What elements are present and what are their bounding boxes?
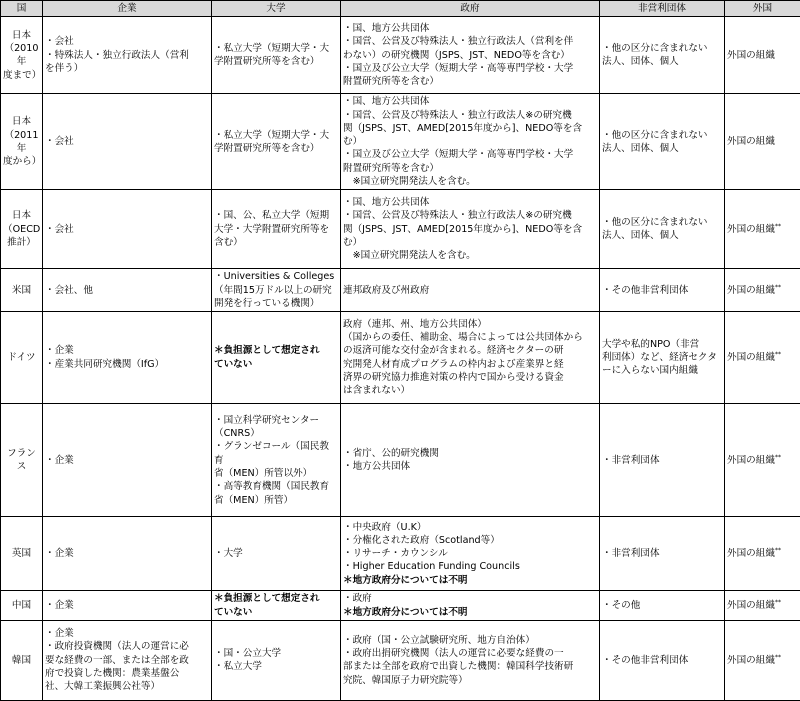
cell-foreign xyxy=(725,517,800,591)
university-line: 大学・大学附置研究所等を xyxy=(214,223,338,236)
table-row xyxy=(1,17,800,94)
university-line: 含む） xyxy=(214,236,338,249)
government-line: の返済可能な交付金が含まれる。経済セクターの研 xyxy=(343,344,597,357)
cell-university xyxy=(212,591,341,621)
country-line: フランス xyxy=(3,447,40,474)
cell-foreign xyxy=(725,591,800,621)
nonprofit-line: 利団体）など、経済セクタ xyxy=(602,351,722,364)
cell-government xyxy=(341,517,600,591)
cell-foreign xyxy=(725,94,800,190)
foreign-label: 外国の組織 xyxy=(727,136,775,147)
government-line: ・Higher Education Funding Councils xyxy=(343,560,597,573)
university-line: ・国、公、私立大学（短期 xyxy=(214,209,338,222)
government-line: 関（JSPS、JST、AMED[2015年度から]、NEDO等を含 xyxy=(343,122,597,135)
government-line: 附置研究所等を含む） xyxy=(343,75,597,88)
university-line: （CNRS） xyxy=(214,427,338,440)
nonprofit-line: 法人、団体、個人 xyxy=(602,142,722,155)
government-line: ・国、地方公共団体 xyxy=(343,95,597,108)
nonprofit-line: 法人、団体、個人 xyxy=(602,229,722,242)
footnote-mark: ** xyxy=(775,547,781,554)
foreign-label: 外国の組織 xyxy=(727,50,775,61)
footnote-mark: ** xyxy=(775,283,781,290)
government-line: ・国、地方公共団体 xyxy=(343,22,597,35)
country-line: （OECD xyxy=(3,223,40,236)
university-line: 学附置研究所等を含む） xyxy=(214,55,338,68)
cell-company xyxy=(43,312,212,404)
government-line: ・国立及び公立大学（短期大学・高等専門学校・大学 xyxy=(343,148,597,161)
government-line: ※国立研究開発法人を含む。 xyxy=(343,249,597,262)
company-line: 要な経費の一部、または全部を政 xyxy=(45,654,209,667)
cell-country xyxy=(1,404,43,517)
nonprofit-line: ・非営利団体 xyxy=(602,454,722,467)
government-line: ・国営、公営及び特殊法人・独立行政法人（営利を伴 xyxy=(343,35,597,48)
government-line: ・政府 xyxy=(343,592,597,605)
table-row xyxy=(1,591,800,621)
cell-foreign xyxy=(725,620,800,700)
header-country: 国 xyxy=(1,1,43,17)
company-line: ・会社 xyxy=(45,223,209,236)
country-line: 日本 xyxy=(3,29,40,42)
cell-company xyxy=(43,591,212,621)
government-line: ・国、地方公共団体 xyxy=(343,196,597,209)
country-line: （2010年 xyxy=(3,42,40,69)
cell-government xyxy=(341,591,600,621)
foreign-label: 外国の組織 xyxy=(727,548,775,559)
company-line: を伴う） xyxy=(45,62,209,75)
cell-country xyxy=(1,591,43,621)
country-line: 推計） xyxy=(3,236,40,249)
footnote-mark: ** xyxy=(775,453,781,460)
university-line: ・大学 xyxy=(214,547,338,560)
cell-company xyxy=(43,190,212,269)
cell-foreign xyxy=(725,404,800,517)
cell-foreign xyxy=(725,312,800,404)
table-row xyxy=(1,404,800,517)
nonprofit-line: ・非営利団体 xyxy=(602,547,722,560)
nonprofit-line: 大学や私的NPO（非営 xyxy=(602,338,722,351)
government-line: ・リサーチ・カウンシル xyxy=(343,547,597,560)
country-line: 日本 xyxy=(3,209,40,222)
government-line: 連邦政府及び州政府 xyxy=(343,284,597,297)
foreign-label: 外国の組織 xyxy=(727,600,775,611)
cell-university xyxy=(212,312,341,404)
cell-country xyxy=(1,269,43,312)
nonprofit-line: ・その他非営利団体 xyxy=(602,284,722,297)
company-line: ・会社 xyxy=(45,135,209,148)
cell-university xyxy=(212,404,341,517)
university-line: 省（MEN）所管以外） xyxy=(214,467,338,480)
cell-country xyxy=(1,190,43,269)
government-line: 政府（連邦、州、地方公共団体） xyxy=(343,318,597,331)
company-line: ・会社、他 xyxy=(45,284,209,297)
university-line: ・Universities & Colleges xyxy=(214,270,338,283)
cell-government xyxy=(341,404,600,517)
nonprofit-line: ・他の区分に含まれない xyxy=(602,129,722,142)
university-line: （年間15万ドル以上の研究 xyxy=(214,284,338,297)
company-line: ・特殊法人・独立行政法人（営利 xyxy=(45,49,209,62)
cell-nonprofit xyxy=(600,190,725,269)
government-line: ※国立研究開発法人を含む。 xyxy=(343,175,597,188)
cell-foreign xyxy=(725,190,800,269)
government_bold-line: ＊地方政府分については不明 xyxy=(343,574,597,587)
foreign-label: 外国の組織 xyxy=(727,285,775,296)
country-line: 米国 xyxy=(3,284,40,297)
footnote-mark: ** xyxy=(775,654,781,661)
cell-government xyxy=(341,269,600,312)
government-line: ・政府出捐研究機関（法人の運営に必要な経費の一 xyxy=(343,647,597,660)
cell-government xyxy=(341,94,600,190)
company-line: ・政府投資機関（法人の運営に必 xyxy=(45,640,209,653)
cell-nonprofit xyxy=(600,17,725,94)
country-line: 度から） xyxy=(3,155,40,168)
footnote-mark: ** xyxy=(775,351,781,358)
cell-government xyxy=(341,17,600,94)
country-line: 日本 xyxy=(3,115,40,128)
header-company: 企業 xyxy=(43,1,212,17)
table-row xyxy=(1,517,800,591)
company-line: ・企業 xyxy=(45,627,209,640)
header-university: 大学 xyxy=(212,1,341,17)
university-line: ・高等教育機関（国民教育 xyxy=(214,480,338,493)
cell-nonprofit xyxy=(600,404,725,517)
country-line: （2011年 xyxy=(3,129,40,156)
government-line: ・政府（国・公立試験研究所、地方自治体） xyxy=(343,634,597,647)
cell-company xyxy=(43,17,212,94)
table-row xyxy=(1,190,800,269)
cell-company xyxy=(43,94,212,190)
government-line: 附置研究所等を含む） xyxy=(343,162,597,175)
table-row xyxy=(1,312,800,404)
government-line: ・分権化された政府（Scotland等） xyxy=(343,534,597,547)
government-line: ・国営、公営及び特殊法人・独立行政法人※の研究機 xyxy=(343,209,597,222)
company-line: 府で投資した機関：農業基盤公 xyxy=(45,667,209,680)
government-line: ・省庁、公的研究機関 xyxy=(343,447,597,460)
government-line: ・中央政府（U.K） xyxy=(343,521,597,534)
cell-university xyxy=(212,94,341,190)
cell-university xyxy=(212,17,341,94)
university_bold-line: ＊負担源として想定され xyxy=(214,344,338,357)
university-line: ・私立大学 xyxy=(214,660,338,673)
cell-foreign xyxy=(725,269,800,312)
cell-foreign xyxy=(725,17,800,94)
cell-country xyxy=(1,517,43,591)
government_bold-line: ＊地方政府分については不明 xyxy=(343,606,597,619)
cell-nonprofit xyxy=(600,312,725,404)
nonprofit-line: 法人、団体、個人 xyxy=(602,55,722,68)
university-line: 開発を行っている機関） xyxy=(214,297,338,310)
government-line: ・国立及び公立大学（短期大学・高等専門学校・大学 xyxy=(343,62,597,75)
university_bold-line: ＊負担源として想定され xyxy=(214,592,338,605)
cell-company xyxy=(43,404,212,517)
company-line: ・企業 xyxy=(45,454,209,467)
country-line: ドイツ xyxy=(3,351,40,364)
university-line: ・国・公立大学 xyxy=(214,647,338,660)
cell-company xyxy=(43,620,212,700)
company-line: ・企業 xyxy=(45,547,209,560)
footnote-mark: ** xyxy=(775,223,781,230)
government-line: 部または全部を政府で出資した機関：韓国科学技術研 xyxy=(343,660,597,673)
company-line: ・産業共同研究機関（IfG） xyxy=(45,358,209,371)
university_bold-line: ていない xyxy=(214,606,338,619)
foreign-label: 外国の組織 xyxy=(727,352,775,363)
company-line: ・企業 xyxy=(45,344,209,357)
university-line: ・私立大学（短期大学・大 xyxy=(214,42,338,55)
country-line: 韓国 xyxy=(3,654,40,667)
table-row xyxy=(1,620,800,700)
nonprofit-line: ・他の区分に含まれない xyxy=(602,42,722,55)
footnote-mark: ** xyxy=(775,599,781,606)
foreign-label: 外国の組織 xyxy=(727,224,775,235)
cell-university xyxy=(212,190,341,269)
country-line: 度まで） xyxy=(3,69,40,82)
cell-nonprofit xyxy=(600,517,725,591)
government-line: （国からの委任、補助金、場合によっては公共団体から xyxy=(343,331,597,344)
foreign-label: 外国の組織 xyxy=(727,455,775,466)
company-line: ・企業 xyxy=(45,599,209,612)
header-foreign: 外国 xyxy=(725,1,800,17)
university-line: ・国立科学研究センター xyxy=(214,414,338,427)
cell-university xyxy=(212,620,341,700)
table-row xyxy=(1,269,800,312)
header-government: 政府 xyxy=(341,1,600,17)
government-line: む） xyxy=(343,135,597,148)
government-line: む） xyxy=(343,236,597,249)
cell-university xyxy=(212,517,341,591)
cell-nonprofit xyxy=(600,269,725,312)
cell-government xyxy=(341,190,600,269)
cell-country xyxy=(1,17,43,94)
government-line: 究開発人材育成プログラムの枠内および産業界と経 xyxy=(343,358,597,371)
government-line: 究院、韓国原子力研究院等） xyxy=(343,674,597,687)
country-line: 中国 xyxy=(3,599,40,612)
cell-country xyxy=(1,94,43,190)
company-line: 社、大韓工業振興公社等） xyxy=(45,680,209,693)
nonprofit-line: ーに入らない国内組織 xyxy=(602,364,722,377)
header-nonprofit: 非営利団体 xyxy=(600,1,725,17)
foreign-label: 外国の組織 xyxy=(727,655,775,666)
cell-nonprofit xyxy=(600,620,725,700)
university-line: 省（MEN）所管） xyxy=(214,494,338,507)
table-row xyxy=(1,94,800,190)
nonprofit-line: ・その他 xyxy=(602,599,722,612)
country-line: 英国 xyxy=(3,547,40,560)
government-line: 関（JSPS、JST、AMED[2015年度から]、NEDO等を含 xyxy=(343,223,597,236)
nonprofit-line: ・その他非営利団体 xyxy=(602,654,722,667)
government-line: ・国営、公営及び特殊法人・独立行政法人※の研究機 xyxy=(343,109,597,122)
cell-nonprofit xyxy=(600,591,725,621)
government-line: ・地方公共団体 xyxy=(343,460,597,473)
university-line: 学附置研究所等を含む） xyxy=(214,142,338,155)
university-line: ・私立大学（短期大学・大 xyxy=(214,129,338,142)
cell-company xyxy=(43,269,212,312)
header-row xyxy=(1,1,800,17)
cell-government xyxy=(341,312,600,404)
cell-nonprofit xyxy=(600,94,725,190)
university_bold-line: ていない xyxy=(214,358,338,371)
nonprofit-line: ・他の区分に含まれない xyxy=(602,216,722,229)
government-line: は含まれない） xyxy=(343,384,597,397)
cell-country xyxy=(1,620,43,700)
cell-government xyxy=(341,620,600,700)
company-line: ・会社 xyxy=(45,35,209,48)
university-line: ・グランゼコール（国民教育 xyxy=(214,440,338,467)
government-line: 済界の研究協力推進対策の枠内で国から受ける資金 xyxy=(343,371,597,384)
government-line: わない）の研究機関（JSPS、JST、NEDO等を含む） xyxy=(343,49,597,62)
cell-country xyxy=(1,312,43,404)
cell-university xyxy=(212,269,341,312)
cell-company xyxy=(43,517,212,591)
